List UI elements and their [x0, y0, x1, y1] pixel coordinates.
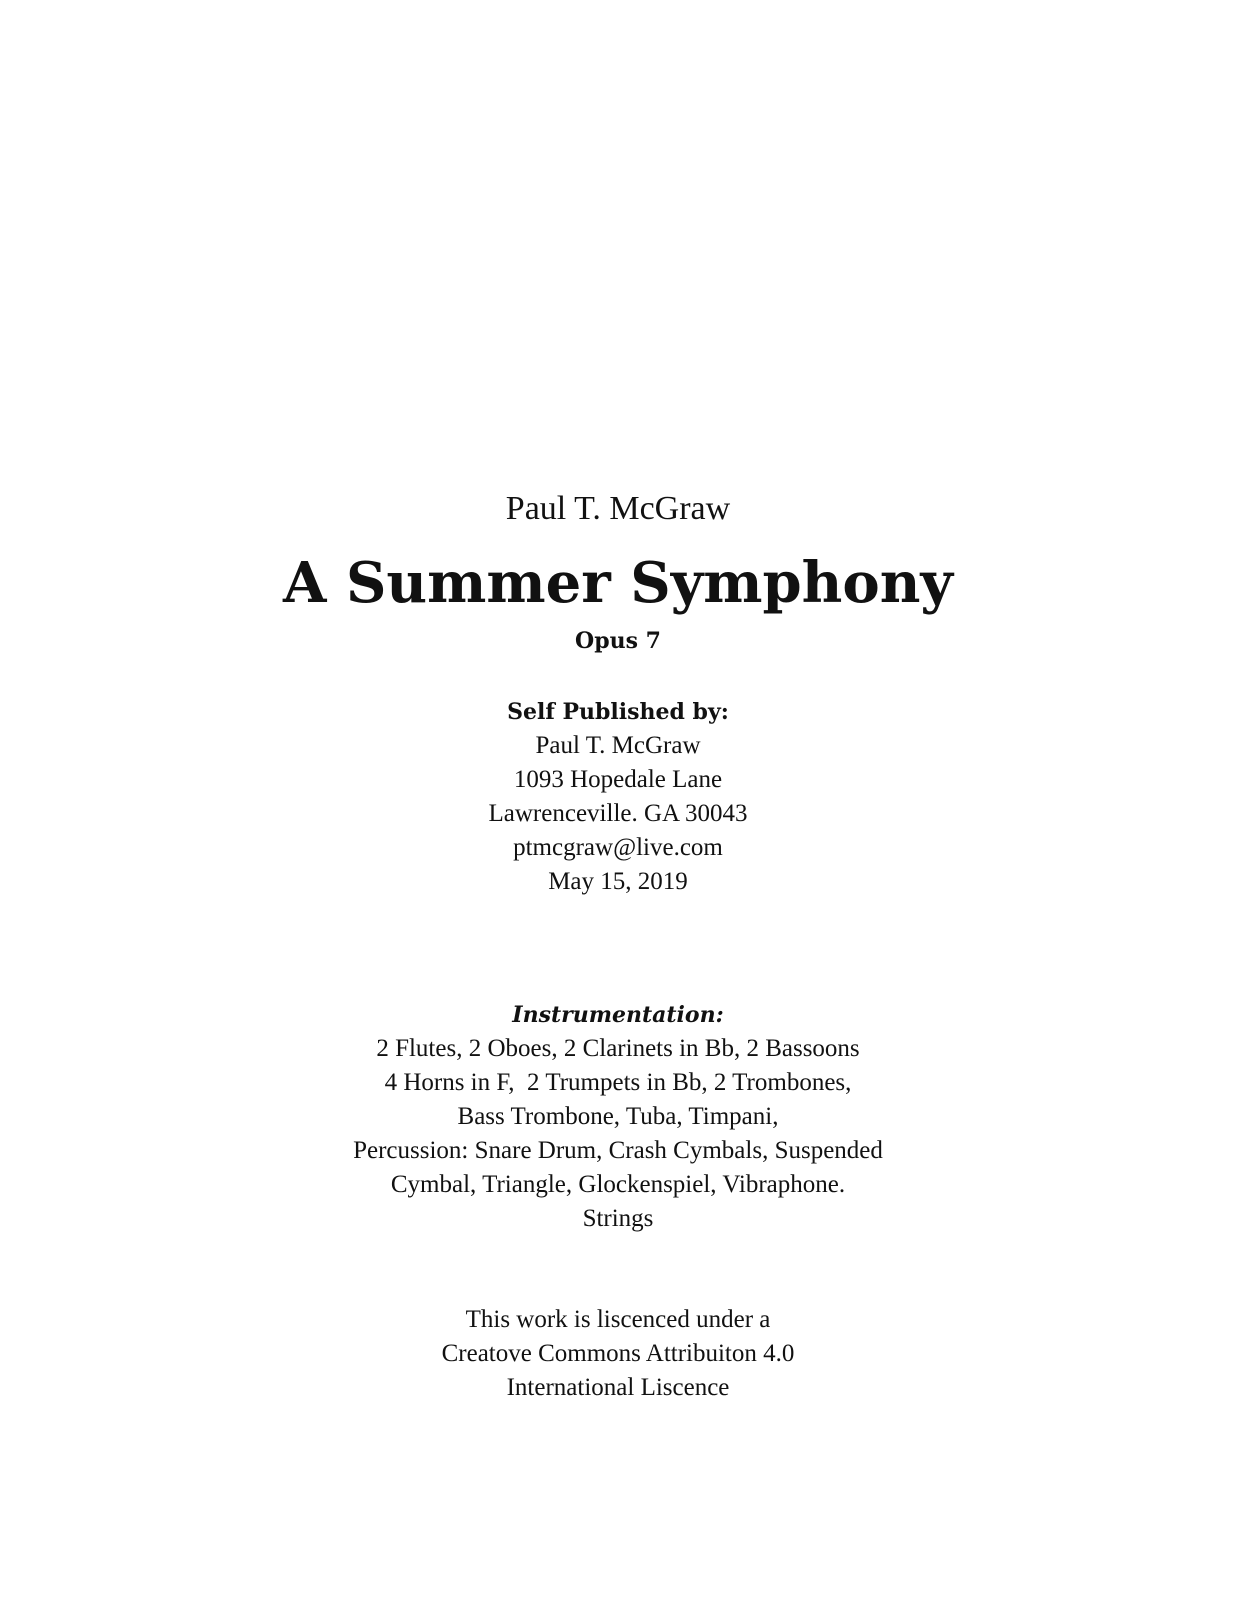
license-line: Creatove Commons Attribuiton 4.0	[441, 1340, 795, 1367]
license-block	[0, 1303, 1236, 1405]
publisher-email: ptmcgraw@live.com	[513, 834, 723, 861]
license-line: International Liscence	[506, 1374, 730, 1401]
instrumentation-line: 4 Horns in F, 2 Trumpets in Bb, 2 Trombones,	[384, 1069, 852, 1096]
publisher-name: Paul T. McGraw	[535, 732, 701, 759]
instrumentation-line: Cymbal, Triangle, Glockenspiel, Vibraphone.	[390, 1171, 846, 1198]
publisher-street: 1093 Hopedale Lane	[513, 766, 723, 793]
publisher-block	[0, 695, 1236, 899]
publisher-heading: Self Published by:	[507, 699, 729, 725]
opus-number: Opus 7	[575, 628, 661, 654]
composer-name: Paul T. McGraw	[505, 490, 731, 527]
instrumentation-block	[0, 998, 1236, 1236]
publisher-city: Lawrenceville. GA 30043	[488, 800, 748, 827]
instrumentation-line: Strings	[582, 1205, 654, 1232]
instrumentation-line: 2 Flutes, 2 Oboes, 2 Clarinets in Bb, 2 Bassoons	[376, 1035, 860, 1062]
license-line: This work is liscenced under a	[465, 1306, 771, 1333]
publication-date: May 15, 2019	[548, 868, 688, 895]
work-title: A Summer Symphony	[283, 550, 953, 616]
instrumentation-line: Percussion: Snare Drum, Crash Cymbals, Suspended	[353, 1137, 883, 1164]
instrumentation-line: Bass Trombone, Tuba, Timpani,	[457, 1103, 779, 1130]
instrumentation-heading: Instrumentation:	[512, 1002, 724, 1028]
